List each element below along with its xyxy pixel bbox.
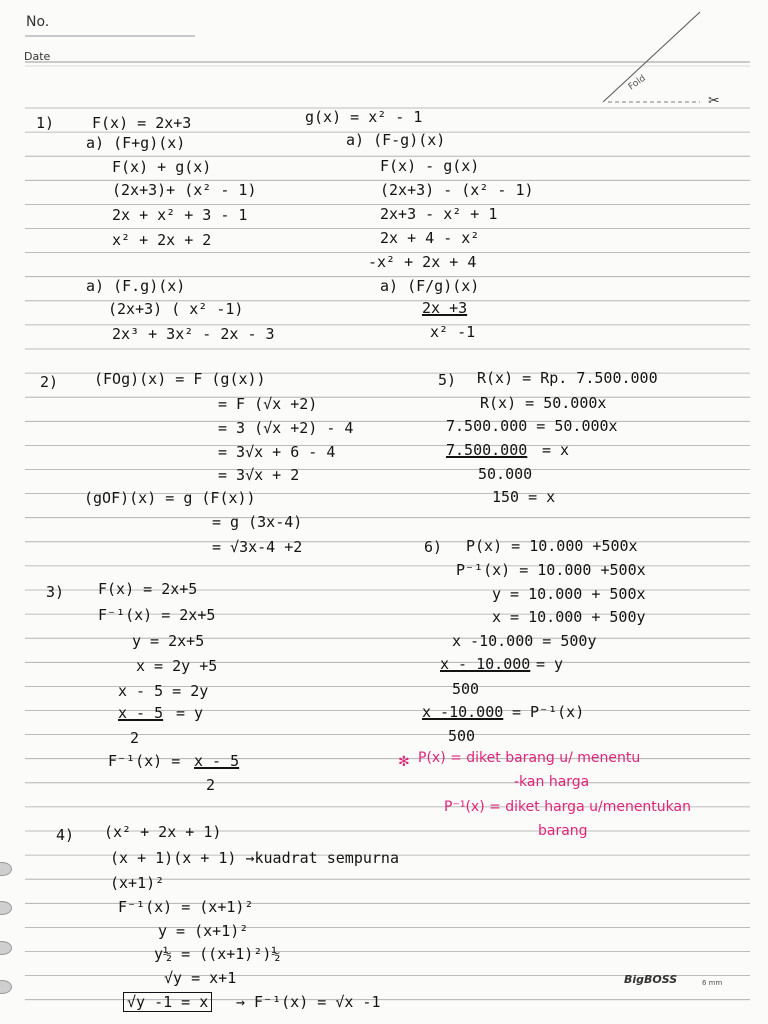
q4-line1: (x² + 2x + 1) (104, 823, 222, 841)
q4-line4: F⁻¹(x) = (x+1)² (118, 898, 254, 916)
q4-line6: y½ = ((x+1)²)½ (154, 945, 281, 963)
q6-line6-denominator: 500 (452, 680, 480, 698)
q6-line7-numerator: x -10.000 (422, 703, 504, 721)
q5-line5: 150 = x (492, 488, 556, 506)
q1b-step2: (2x+3) - (x² - 1) (380, 181, 534, 199)
q4-line5: y = (x+1)² (158, 922, 249, 940)
q6-line2: P⁻¹(x) = 10.000 +500x (456, 561, 646, 579)
date-label: Date (24, 50, 51, 63)
q6-line1: P(x) = 10.000 +500x (466, 537, 638, 555)
q6-line7-denominator: 500 (448, 727, 476, 745)
q4-line2: (x + 1)(x + 1) →kuadrat sempurna (110, 849, 399, 867)
q1a-step3: 2x + x² + 3 - 1 (112, 206, 248, 224)
q6-line4: x = 10.000 + 500y (492, 608, 646, 626)
q3-line7-numerator: x - 5 (194, 752, 240, 770)
q1d-numerator: 2x +3 (422, 299, 468, 317)
q1a-step1: F(x) + g(x) (112, 158, 212, 176)
q4-line8-rest: → F⁻¹(x) = √x -1 (236, 993, 381, 1011)
q3-line3: y = 2x+5 (132, 632, 205, 650)
q1-number: 1) (36, 114, 55, 132)
q1-given-f: F(x) = 2x+3 (92, 114, 192, 132)
q6-line6-rest: = y (536, 655, 564, 673)
q6-line6-numerator: x - 10.000 (440, 655, 531, 673)
note-star: ✻ (398, 754, 410, 770)
q2-line7: = g (3x-4) (212, 513, 303, 531)
q3-line7-denominator: 2 (206, 776, 216, 794)
q3-line6-rest: = y (176, 704, 204, 722)
q5-line4-rest: = x (542, 441, 570, 459)
note-line2: -kan harga (514, 774, 590, 790)
q3-line2: F⁻¹(x) = 2x+5 (98, 606, 216, 624)
q4-number: 4) (56, 826, 75, 844)
q6-line5: x -10.000 = 500y (452, 632, 597, 650)
q1d-label: a) (F/g)(x) (380, 277, 480, 295)
q3-line6-numerator: x - 5 (118, 704, 164, 722)
q3-line1: F(x) = 2x+5 (98, 580, 198, 598)
q1a-step2: (2x+3)+ (x² - 1) (112, 181, 257, 199)
q1c-step2: 2x³ + 3x² - 2x - 3 (112, 325, 275, 343)
q3-line7-lhs: F⁻¹(x) = (108, 752, 181, 770)
q1c-step1: (2x+3) ( x² -1) (108, 300, 244, 318)
fold-label: Fold (626, 73, 648, 93)
q1b-step3: 2x+3 - x² + 1 (380, 205, 498, 223)
q2-line2: = F (√x +2) (218, 395, 318, 413)
q1b-step1: F(x) - g(x) (380, 157, 480, 175)
q6-number: 6) (424, 538, 443, 556)
q1b-step5: -x² + 2x + 4 (368, 253, 477, 271)
note-line1: P(x) = diket barang u/ menentu (418, 750, 641, 766)
q3-line4: x = 2y +5 (136, 657, 218, 675)
q5-line1: R(x) = Rp. 7.500.000 (477, 369, 658, 387)
q5-number: 5) (438, 371, 457, 389)
q1a-label: a) (F+g)(x) (86, 134, 186, 152)
q2-number: 2) (40, 373, 59, 391)
q5-line4-denominator: 50.000 (478, 465, 533, 483)
q6-line7-rest: = P⁻¹(x) (512, 703, 585, 721)
q6-line3: y = 10.000 + 500x (492, 585, 646, 603)
note-line4: barang (538, 823, 588, 839)
q4-line3: (x+1)² (110, 874, 165, 892)
q1-given-g: g(x) = x² - 1 (305, 108, 423, 126)
q2-line1: (FOg)(x) = F (g(x)) (94, 370, 266, 388)
note-line3: P⁻¹(x) = diket harga u/menentukan (444, 799, 691, 815)
q1c-label: a) (F.g)(x) (86, 277, 186, 295)
q5-line2: R(x) = 50.000x (480, 394, 607, 412)
q2-line5: = 3√x + 2 (218, 466, 300, 484)
q1b-label: a) (F-g)(x) (346, 131, 446, 149)
scissors-icon: ✂ (708, 93, 720, 109)
q3-number: 3) (46, 583, 65, 601)
q2-line4: = 3√x + 6 - 4 (218, 443, 336, 461)
q1a-step4: x² + 2x + 2 (112, 231, 212, 249)
q5-line3: 7.500.000 = 50.000x (446, 417, 618, 435)
q3-line6-denominator: 2 (130, 729, 140, 747)
q1b-step4: 2x + 4 - x² (380, 229, 480, 247)
brand-logo: BigBOSS (624, 973, 678, 986)
q4-line8-boxed: √y -1 = x (124, 993, 211, 1011)
q2-line6: (gOF)(x) = g (F(x)) (84, 489, 256, 507)
q3-line5: x - 5 = 2y (118, 682, 209, 700)
q4-line7: √y = x+1 (164, 969, 237, 987)
q1d-denominator: x² -1 (430, 323, 476, 341)
no-label: No. (26, 14, 50, 30)
brand-sub: 6 mm (702, 979, 723, 987)
q2-line8: = √3x-4 +2 (212, 538, 303, 556)
q2-line3: = 3 (√x +2) - 4 (218, 419, 354, 437)
q5-line4-numerator: 7.500.000 (446, 441, 528, 459)
